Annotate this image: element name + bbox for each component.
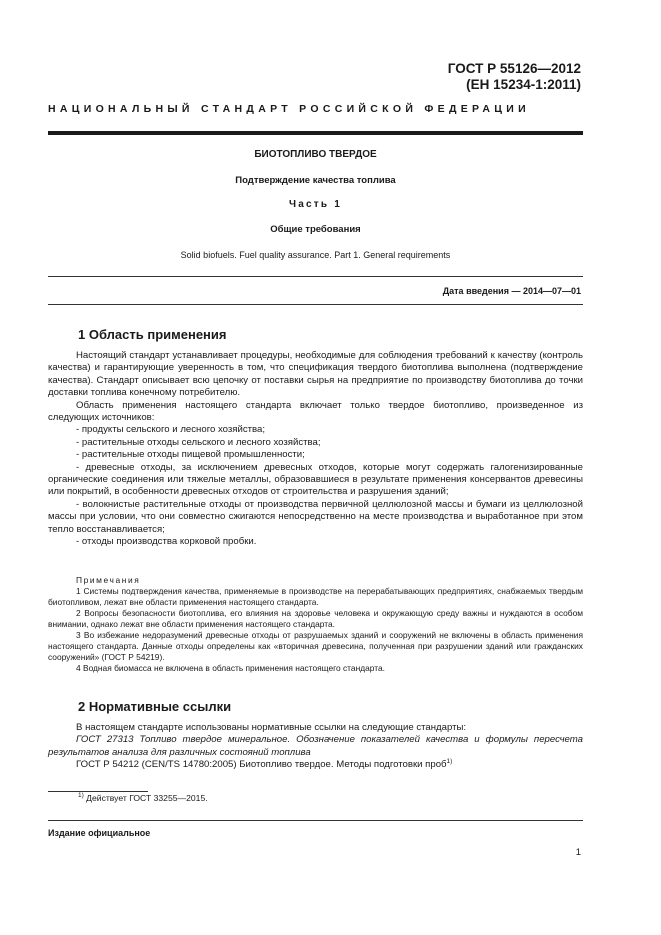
notes-heading: Примечания — [76, 575, 141, 585]
note-item: 3 Во избежание недоразумений древесные отходы от разрушаемых зданий и сооружений не включены в область применения настоящего стандарта. Данные отходы определены как «вторичная древесина, полученная при разрушении зданий или гражданских сооружений» (ГОСТ Р 54219). — [48, 630, 583, 662]
source-list-item: - растительные отходы пищевой промышленности; — [76, 449, 305, 461]
source-list-item: - отходы производства корковой пробки. — [76, 536, 257, 548]
footnote-text: Действует ГОСТ 33255—2015. — [83, 793, 208, 803]
section1-notes — [48, 575, 583, 674]
header-rule — [48, 131, 583, 135]
title-rule — [48, 276, 583, 277]
effective-date: Дата введения — 2014—07—01 — [442, 286, 581, 296]
english-title: Solid biofuels. Fuel quality assurance. Part 1. General requirements — [180, 250, 451, 260]
note-item: 1 Системы подтверждения качества, применяемые в производстве на перерабатывающих предприятиях, снабжаемых твердым биотопливом, лежат вне области применения настоящего стандарта. — [48, 586, 583, 607]
footnote-marker: 1) — [446, 758, 453, 766]
national-standard-banner: НАЦИОНАЛЬНЫЙ СТАНДАРТ РОССИЙСКОЙ ФЕДЕРАЦИИ — [48, 103, 530, 115]
official-edition-label: Издание официальное — [48, 828, 151, 838]
section1-paragraph: Область применения настоящего стандарта включает только твердое биотопливо, произведенное из следующих источников: — [48, 399, 583, 424]
section1-paragraph: Настоящий стандарт устанавливает процедуры, необходимые для соблюдения требований к качеству (контроль качества) и гарантирующие уверенность в том, что спецификация твердого биотоплива выполнена (подтверждение качества). Стандарт описывает всю цепочку от поставки сырья на предприятие по производству биотоплива до точки доставки топлива конечному потребителю. — [48, 350, 583, 399]
footer-rule — [48, 820, 583, 821]
source-list-item: - древесные отходы, за исключением древесных отходов, которые могут содержать галогенизированные органические соединения или тяжелые металлы, образовавшиеся в результате применения консервантов древесины или покрытий, в особенности древесных отходов от строительства и разрушения зданий; — [48, 461, 583, 498]
document-subtitle: Подтверждение качества топлива — [235, 175, 396, 186]
section1-heading: 1 Область применения — [78, 327, 227, 342]
document-part-title: Общие требования — [270, 224, 361, 235]
normative-reference — [48, 759, 583, 771]
footnote-marker: 1) — [78, 792, 84, 799]
document-title: БИОТОПЛИВО ТВЕРДОЕ — [254, 149, 377, 160]
normative-reference-text: ГОСТ Р 54212 (CEN/TS 14780:2005) Биотопливо твердое. Методы подготовки проб — [76, 759, 447, 771]
section2-heading: 2 Нормативные ссылки — [78, 699, 232, 714]
note-item: 2 Вопросы безопасности биотоплива, его влияния на здоровье человека и окружающую среду важны и нуждаются в особом внимании, однако лежат вне области применения настоящего стандарта. — [48, 608, 583, 629]
normative-reference: ГОСТ 27313 Топливо твердое минеральное. Обозначение показателей качества и формулы пересчета результатов анализа для различных состояний топлива — [48, 734, 583, 758]
source-list-item: - продукты сельского и лесного хозяйства; — [76, 424, 266, 436]
footnote-rule — [48, 791, 148, 792]
page-number: 1 — [575, 847, 581, 858]
standard-number: ГОСТ Р 55126—2012 — [447, 61, 581, 76]
section2-body — [48, 722, 583, 772]
document-part: Часть 1 — [289, 199, 342, 210]
note-item: 4 Водная биомасса не включена в область применения настоящего стандарта. — [76, 663, 385, 673]
footnote — [78, 793, 208, 803]
section2-intro: В настоящем стандарте использованы нормативные ссылки на следующие стандарты: — [76, 722, 467, 733]
standard-designation — [448, 61, 581, 93]
date-rule — [48, 304, 583, 305]
european-equivalent: (ЕН 15234-1:2011) — [466, 77, 581, 92]
section1-body — [48, 350, 583, 549]
source-list-item: - растительные отходы сельского и лесного хозяйства; — [76, 436, 321, 448]
source-list-item: - волокнистые растительные отходы от производства первичной целлюлозной массы и бумаги из целлюлозной массы при условии, что они совместно сжигаются непосредственно на месте производства и выработанное при этом тепло восстанавливается; — [48, 498, 583, 535]
